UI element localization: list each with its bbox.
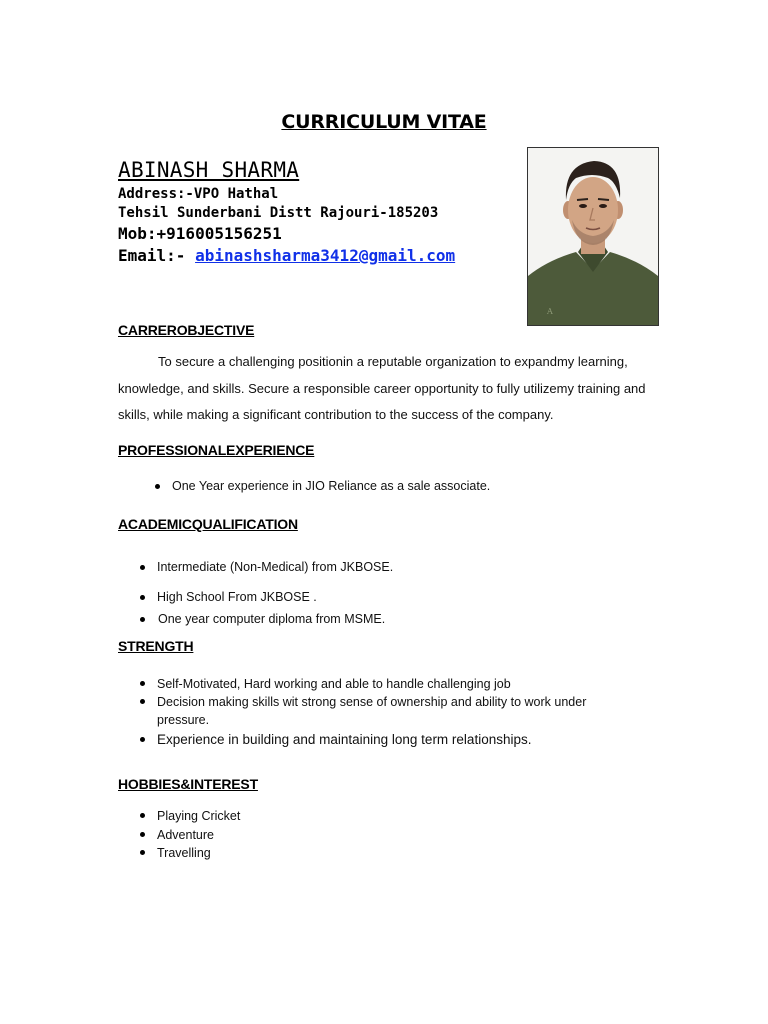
document-title: CURRICULUM VITAE (281, 111, 487, 133)
academic-list (137, 559, 393, 627)
mobile-number: Mob:+916005156251 (118, 224, 282, 243)
list-item: Experience in building and maintaining long term relationships. (137, 731, 607, 749)
objective-heading: CARREROBJECTIVE (118, 322, 255, 338)
list-item: One Year experience in JIO Reliance as a sale associate. (152, 478, 490, 494)
list-item: Travelling (137, 844, 240, 863)
list-item: High School From JKBOSE . (137, 589, 393, 605)
svg-text:A: A (547, 307, 553, 316)
address-line-2: Tehsil Sunderbani Distt Rajouri-185203 (118, 205, 439, 221)
list-item: Self-Motivated, Hard working and able to handle challenging job (137, 675, 607, 693)
strength-heading: STRENGTH (118, 638, 194, 654)
list-item: Adventure (137, 826, 240, 845)
list-item: One year computer diploma from MSME. (137, 611, 393, 627)
email-row (118, 245, 455, 267)
list-item: Decision making skills wit strong sense of ownership and ability to work under pressure. (137, 693, 607, 729)
list-item: Intermediate (Non-Medical) from JKBOSE. (137, 559, 393, 575)
experience-heading: PROFESSIONALEXPERIENCE (118, 442, 315, 458)
email-link[interactable]: abinashsharma3412@gmail.com (195, 246, 456, 265)
contact-block (118, 155, 455, 267)
hobbies-list (137, 807, 240, 863)
objective-text: To secure a challenging positionin a reputable organization to expandmy learning, knowledge, and skills. Secure a responsible career opportunity to fully utilizemy training and skills, while making a significant contribution to the success of the company. (118, 354, 646, 422)
address-line-1: Address:-VPO Hathal (118, 186, 279, 202)
hobbies-heading: HOBBIES&INTEREST (118, 776, 258, 792)
strength-list (137, 675, 607, 749)
list-item: Playing Cricket (137, 807, 240, 826)
academic-heading: ACADEMICQUALIFICATION (118, 516, 298, 532)
experience-list (152, 478, 490, 494)
email-label: Email:- (118, 246, 196, 265)
candidate-name: ABINASH SHARMA (118, 158, 300, 182)
profile-photo (527, 147, 659, 326)
